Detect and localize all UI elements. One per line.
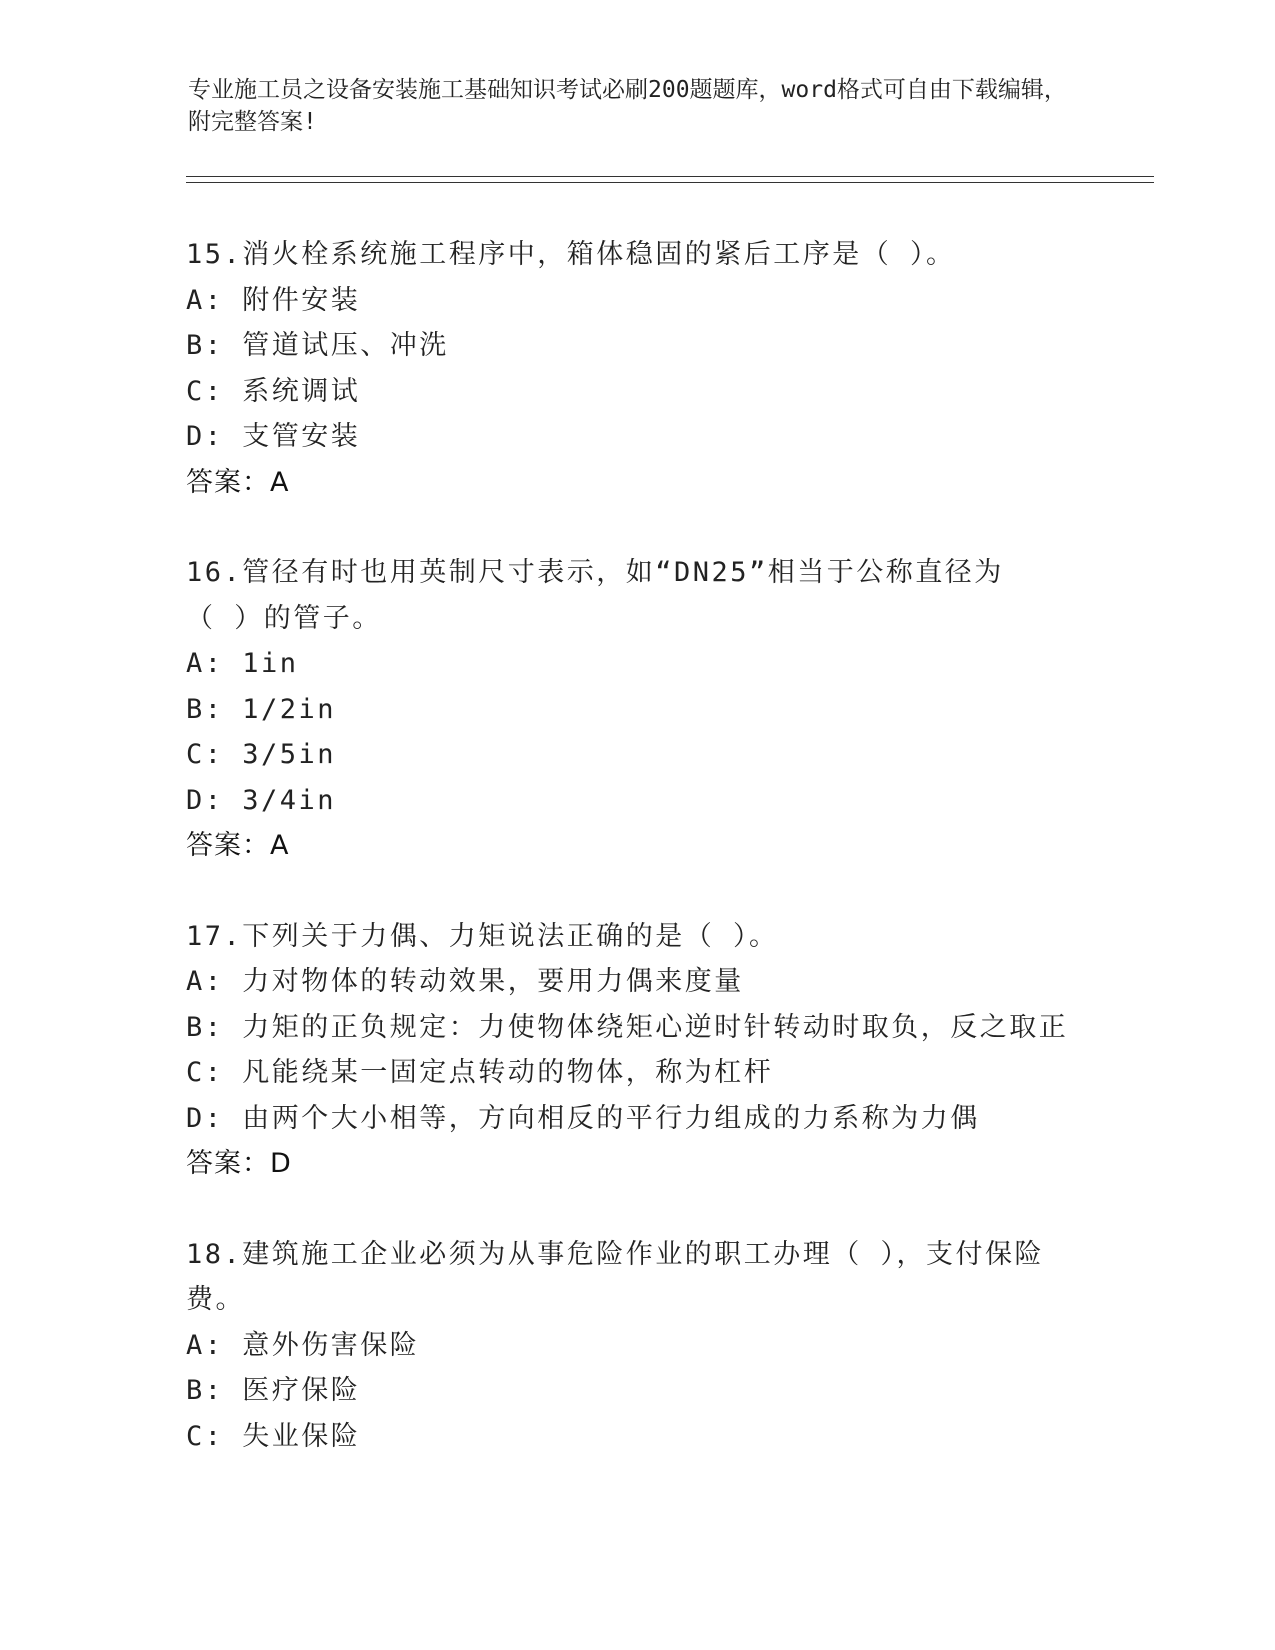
question-stem: 16.管径有时也用英制尺寸表示，如“DN25”相当于公称直径为（ ）的管子。 bbox=[186, 557, 1004, 634]
question-15 bbox=[186, 232, 1086, 505]
option-c: C: 3/5in bbox=[186, 739, 337, 770]
option-b: B: 1/2in bbox=[186, 693, 337, 725]
answer-line: 答案：D bbox=[186, 1148, 292, 1179]
option-a: A: 力对物体的转动效果，要用力偶来度量 bbox=[186, 966, 744, 997]
option-c: C: 系统调试 bbox=[186, 375, 361, 407]
option-c: C: 凡能绕某一固定点转动的物体，称为杠杆 bbox=[186, 1057, 774, 1088]
question-17 bbox=[186, 914, 1086, 1187]
option-b: B: 医疗保险 bbox=[186, 1375, 361, 1406]
answer-line: 答案：A bbox=[186, 830, 290, 861]
option-d: D: 支管安装 bbox=[186, 421, 361, 452]
question-stem: 17.下列关于力偶、力矩说法正确的是（ ）。 bbox=[186, 920, 779, 952]
question-16 bbox=[186, 550, 1086, 869]
question-18 bbox=[186, 1232, 1086, 1460]
question-stem: 15.消火栓系统施工程序中，箱体稳固的紧后工序是（ ）。 bbox=[186, 239, 956, 270]
answer-line: 答案：A bbox=[186, 466, 290, 498]
question-list bbox=[186, 232, 1086, 1504]
option-a: A: 意外伤害保险 bbox=[186, 1329, 420, 1361]
question-stem: 18.建筑施工企业必须为从事危险作业的职工办理（ ），支付保险费。 bbox=[186, 1238, 1045, 1315]
option-b: B: 管道试压、冲洗 bbox=[186, 330, 449, 361]
option-b: B: 力矩的正负规定：力使物体绕矩心逆时针转动时取负，反之取正 bbox=[186, 1011, 1069, 1043]
option-d: D: 由两个大小相等，方向相反的平行力组成的力系称为力偶 bbox=[186, 1102, 980, 1134]
header-divider bbox=[186, 176, 1154, 183]
option-a: A: 附件安装 bbox=[186, 284, 361, 316]
option-d: D: 3/4in bbox=[186, 784, 337, 816]
option-c: C: 失业保险 bbox=[186, 1420, 361, 1452]
option-a: A: 1in bbox=[186, 648, 299, 679]
document-header: 专业施工员之设备安装施工基础知识考试必刷200题题库，word格式可自由下载编辑，附完整答案! bbox=[188, 77, 1067, 135]
